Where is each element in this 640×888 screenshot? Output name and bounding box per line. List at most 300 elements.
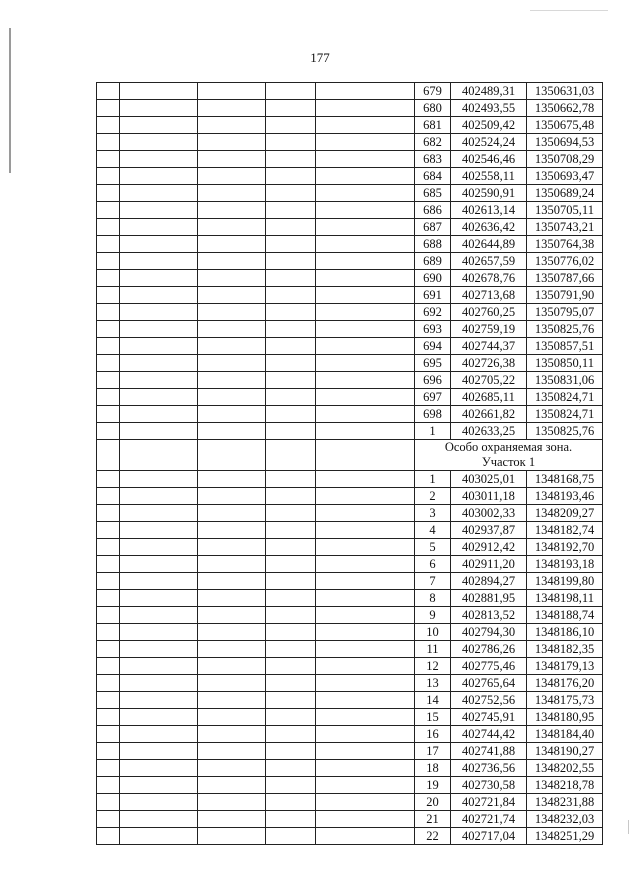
y-coordinate: 1348193,46: [527, 488, 603, 505]
point-number: 685: [415, 185, 451, 202]
blank-cell: [198, 743, 266, 760]
y-coordinate: 1350764,38: [527, 236, 603, 253]
x-coordinate: 402881,95: [451, 590, 527, 607]
blank-cell: [198, 287, 266, 304]
blank-cell: [266, 423, 316, 440]
table-row: [97, 321, 603, 338]
point-number: 687: [415, 219, 451, 236]
blank-cell: [120, 117, 198, 134]
blank-cell: [266, 117, 316, 134]
y-coordinate: 1350662,78: [527, 100, 603, 117]
blank-cell: [266, 573, 316, 590]
point-number: 17: [415, 743, 451, 760]
point-number: 3: [415, 505, 451, 522]
y-coordinate: 1348199,80: [527, 573, 603, 590]
point-number: 18: [415, 760, 451, 777]
blank-cell: [266, 522, 316, 539]
blank-cell: [316, 236, 415, 253]
y-coordinate: 1350743,21: [527, 219, 603, 236]
table-row: [97, 270, 603, 287]
blank-cell: [316, 624, 415, 641]
blank-cell: [97, 287, 120, 304]
blank-cell: [316, 505, 415, 522]
blank-cell: [120, 505, 198, 522]
y-coordinate: 1348190,27: [527, 743, 603, 760]
blank-cell: [198, 828, 266, 845]
y-coordinate: 1348188,74: [527, 607, 603, 624]
blank-cell: [97, 743, 120, 760]
blank-cell: [198, 709, 266, 726]
y-coordinate: 1350708,29: [527, 151, 603, 168]
point-number: 22: [415, 828, 451, 845]
blank-cell: [97, 253, 120, 270]
point-number: 8: [415, 590, 451, 607]
y-coordinate: 1348193,18: [527, 556, 603, 573]
blank-cell: [266, 304, 316, 321]
point-number: 6: [415, 556, 451, 573]
blank-cell: [120, 471, 198, 488]
blank-cell: [316, 423, 415, 440]
blank-cell: [198, 270, 266, 287]
blank-cell: [97, 675, 120, 692]
blank-cell: [198, 505, 266, 522]
blank-cell: [198, 726, 266, 743]
blank-cell: [97, 760, 120, 777]
blank-cell: [120, 168, 198, 185]
table-row: [97, 117, 603, 134]
blank-cell: [97, 440, 120, 471]
point-number: 19: [415, 777, 451, 794]
point-number: 682: [415, 134, 451, 151]
point-number: 2: [415, 488, 451, 505]
y-coordinate: 1350824,71: [527, 389, 603, 406]
blank-cell: [198, 372, 266, 389]
x-coordinate: 402745,91: [451, 709, 527, 726]
coordinates-table: [96, 82, 603, 845]
x-coordinate: 402613,14: [451, 202, 527, 219]
x-coordinate: 402657,59: [451, 253, 527, 270]
y-coordinate: 1350776,02: [527, 253, 603, 270]
table-row: [97, 539, 603, 556]
table-row: [97, 709, 603, 726]
x-coordinate: 402730,58: [451, 777, 527, 794]
point-number: 9: [415, 607, 451, 624]
section-header-row: [97, 440, 603, 471]
blank-cell: [97, 151, 120, 168]
blank-cell: [120, 539, 198, 556]
point-number: 683: [415, 151, 451, 168]
blank-cell: [120, 253, 198, 270]
x-coordinate: 402713,68: [451, 287, 527, 304]
blank-cell: [266, 828, 316, 845]
y-coordinate: 1348168,75: [527, 471, 603, 488]
table-row: [97, 423, 603, 440]
blank-cell: [266, 505, 316, 522]
blank-cell: [97, 270, 120, 287]
blank-cell: [198, 556, 266, 573]
point-number: 695: [415, 355, 451, 372]
blank-cell: [97, 185, 120, 202]
blank-cell: [198, 219, 266, 236]
blank-cell: [266, 590, 316, 607]
blank-cell: [316, 590, 415, 607]
blank-cell: [316, 219, 415, 236]
x-coordinate: 402765,64: [451, 675, 527, 692]
x-coordinate: 402489,31: [451, 83, 527, 100]
blank-cell: [316, 556, 415, 573]
blank-cell: [120, 185, 198, 202]
point-number: 692: [415, 304, 451, 321]
y-coordinate: 1350705,11: [527, 202, 603, 219]
blank-cell: [198, 338, 266, 355]
blank-cell: [198, 777, 266, 794]
blank-cell: [198, 692, 266, 709]
blank-cell: [316, 522, 415, 539]
x-coordinate: 402741,88: [451, 743, 527, 760]
blank-cell: [198, 83, 266, 100]
blank-cell: [316, 488, 415, 505]
blank-cell: [97, 624, 120, 641]
x-coordinate: 402760,25: [451, 304, 527, 321]
table-row: [97, 777, 603, 794]
blank-cell: [266, 624, 316, 641]
table-row: [97, 372, 603, 389]
blank-cell: [266, 709, 316, 726]
table-row: [97, 658, 603, 675]
x-coordinate: 402636,42: [451, 219, 527, 236]
table-row: [97, 607, 603, 624]
blank-cell: [120, 624, 198, 641]
blank-cell: [316, 794, 415, 811]
blank-cell: [120, 83, 198, 100]
y-coordinate: 1348180,95: [527, 709, 603, 726]
blank-cell: [198, 522, 266, 539]
blank-cell: [316, 202, 415, 219]
x-coordinate: 402524,24: [451, 134, 527, 151]
blank-cell: [316, 641, 415, 658]
x-coordinate: 402794,30: [451, 624, 527, 641]
scan-margin-mark: [9, 28, 11, 173]
blank-cell: [120, 607, 198, 624]
point-number: 15: [415, 709, 451, 726]
blank-cell: [97, 304, 120, 321]
x-coordinate: 402721,84: [451, 794, 527, 811]
blank-cell: [97, 100, 120, 117]
x-coordinate: 402721,74: [451, 811, 527, 828]
blank-cell: [266, 270, 316, 287]
blank-cell: [120, 389, 198, 406]
x-coordinate: 402744,37: [451, 338, 527, 355]
blank-cell: [316, 185, 415, 202]
y-coordinate: 1348232,03: [527, 811, 603, 828]
blank-cell: [120, 692, 198, 709]
point-number: 13: [415, 675, 451, 692]
table-row: [97, 185, 603, 202]
blank-cell: [97, 471, 120, 488]
y-coordinate: 1348209,27: [527, 505, 603, 522]
x-coordinate: 402775,46: [451, 658, 527, 675]
table-row: [97, 675, 603, 692]
point-number: 11: [415, 641, 451, 658]
blank-cell: [198, 641, 266, 658]
blank-cell: [97, 168, 120, 185]
blank-cell: [266, 219, 316, 236]
blank-cell: [198, 488, 266, 505]
table-row: [97, 100, 603, 117]
x-coordinate: 402678,76: [451, 270, 527, 287]
blank-cell: [97, 590, 120, 607]
blank-cell: [316, 692, 415, 709]
section-title-line2: Участок 1: [481, 455, 536, 469]
blank-cell: [120, 488, 198, 505]
blank-cell: [266, 794, 316, 811]
blank-cell: [198, 607, 266, 624]
table-row: [97, 743, 603, 760]
blank-cell: [316, 828, 415, 845]
blank-cell: [266, 321, 316, 338]
table-row: [97, 590, 603, 607]
y-coordinate: 1350857,51: [527, 338, 603, 355]
blank-cell: [266, 692, 316, 709]
blank-cell: [316, 811, 415, 828]
point-number: 680: [415, 100, 451, 117]
blank-cell: [97, 83, 120, 100]
blank-cell: [266, 760, 316, 777]
blank-cell: [266, 151, 316, 168]
blank-cell: [97, 726, 120, 743]
y-coordinate: 1348218,78: [527, 777, 603, 794]
x-coordinate: 402717,04: [451, 828, 527, 845]
table-row: [97, 304, 603, 321]
point-number: 698: [415, 406, 451, 423]
point-number: 10: [415, 624, 451, 641]
blank-cell: [316, 777, 415, 794]
blank-cell: [316, 304, 415, 321]
blank-cell: [97, 134, 120, 151]
blank-cell: [266, 372, 316, 389]
table-row: [97, 236, 603, 253]
y-coordinate: 1350791,90: [527, 287, 603, 304]
blank-cell: [120, 811, 198, 828]
blank-cell: [316, 539, 415, 556]
blank-cell: [316, 372, 415, 389]
point-number: 696: [415, 372, 451, 389]
y-coordinate: 1348176,20: [527, 675, 603, 692]
table-row: [97, 471, 603, 488]
blank-cell: [316, 440, 415, 471]
table-row: [97, 219, 603, 236]
blank-cell: [198, 134, 266, 151]
x-coordinate: 402911,20: [451, 556, 527, 573]
point-number: 679: [415, 83, 451, 100]
blank-cell: [266, 253, 316, 270]
blank-cell: [120, 423, 198, 440]
blank-cell: [198, 304, 266, 321]
blank-cell: [97, 202, 120, 219]
y-coordinate: 1348179,13: [527, 658, 603, 675]
y-coordinate: 1348182,35: [527, 641, 603, 658]
point-number: 4: [415, 522, 451, 539]
blank-cell: [198, 590, 266, 607]
y-coordinate: 1350689,24: [527, 185, 603, 202]
blank-cell: [266, 471, 316, 488]
blank-cell: [316, 726, 415, 743]
x-coordinate: 402736,56: [451, 760, 527, 777]
blank-cell: [198, 117, 266, 134]
blank-cell: [198, 811, 266, 828]
y-coordinate: 1348192,70: [527, 539, 603, 556]
page-number: 177: [310, 50, 330, 65]
table-row: [97, 355, 603, 372]
point-number: 693: [415, 321, 451, 338]
blank-cell: [198, 151, 266, 168]
blank-cell: [120, 709, 198, 726]
table-row: [97, 406, 603, 423]
blank-cell: [198, 658, 266, 675]
blank-cell: [97, 338, 120, 355]
blank-cell: [266, 338, 316, 355]
blank-cell: [97, 692, 120, 709]
blank-cell: [198, 321, 266, 338]
blank-cell: [316, 270, 415, 287]
blank-cell: [120, 573, 198, 590]
blank-cell: [266, 811, 316, 828]
blank-cell: [120, 828, 198, 845]
blank-cell: [266, 607, 316, 624]
point-number: 681: [415, 117, 451, 134]
table-row: [97, 760, 603, 777]
table-row: [97, 811, 603, 828]
blank-cell: [97, 505, 120, 522]
y-coordinate: 1350850,11: [527, 355, 603, 372]
x-coordinate: 402685,11: [451, 389, 527, 406]
point-number: 690: [415, 270, 451, 287]
blank-cell: [120, 287, 198, 304]
blank-cell: [120, 151, 198, 168]
blank-cell: [266, 202, 316, 219]
blank-cell: [120, 794, 198, 811]
blank-cell: [97, 641, 120, 658]
y-coordinate: 1348202,55: [527, 760, 603, 777]
y-coordinate: 1348182,74: [527, 522, 603, 539]
blank-cell: [316, 338, 415, 355]
blank-cell: [120, 202, 198, 219]
blank-cell: [97, 406, 120, 423]
point-number: 12: [415, 658, 451, 675]
blank-cell: [316, 471, 415, 488]
y-coordinate: 1350824,71: [527, 406, 603, 423]
y-coordinate: 1350787,66: [527, 270, 603, 287]
point-number: 14: [415, 692, 451, 709]
table-row: [97, 505, 603, 522]
table-row: [97, 83, 603, 100]
blank-cell: [120, 406, 198, 423]
point-number: 694: [415, 338, 451, 355]
x-coordinate: 403002,33: [451, 505, 527, 522]
blank-cell: [97, 355, 120, 372]
blank-cell: [120, 675, 198, 692]
scan-edge-line: [530, 10, 608, 11]
blank-cell: [266, 83, 316, 100]
table-row: [97, 168, 603, 185]
y-coordinate: 1348251,29: [527, 828, 603, 845]
blank-cell: [120, 641, 198, 658]
blank-cell: [198, 202, 266, 219]
y-coordinate: 1350694,53: [527, 134, 603, 151]
section-title-line1: Особо охраняемая зона.: [444, 440, 573, 454]
blank-cell: [120, 219, 198, 236]
point-number: 1: [415, 471, 451, 488]
blank-cell: [266, 389, 316, 406]
x-coordinate: 403025,01: [451, 471, 527, 488]
table-row: [97, 134, 603, 151]
y-coordinate: 1350631,03: [527, 83, 603, 100]
blank-cell: [316, 100, 415, 117]
blank-cell: [198, 236, 266, 253]
table-row: [97, 794, 603, 811]
blank-cell: [266, 658, 316, 675]
blank-cell: [198, 760, 266, 777]
blank-cell: [316, 607, 415, 624]
x-coordinate: 402509,42: [451, 117, 527, 134]
blank-cell: [97, 236, 120, 253]
blank-cell: [97, 372, 120, 389]
blank-cell: [198, 440, 266, 471]
blank-cell: [198, 624, 266, 641]
blank-cell: [97, 794, 120, 811]
table-row: [97, 692, 603, 709]
blank-cell: [120, 743, 198, 760]
blank-cell: [266, 406, 316, 423]
x-coordinate: 402726,38: [451, 355, 527, 372]
blank-cell: [198, 100, 266, 117]
x-coordinate: 402813,52: [451, 607, 527, 624]
blank-cell: [120, 321, 198, 338]
y-coordinate: 1348198,11: [527, 590, 603, 607]
blank-cell: [266, 287, 316, 304]
blank-cell: [316, 321, 415, 338]
x-coordinate: 402752,56: [451, 692, 527, 709]
blank-cell: [266, 168, 316, 185]
point-number: 689: [415, 253, 451, 270]
point-number: 20: [415, 794, 451, 811]
blank-cell: [120, 777, 198, 794]
blank-cell: [198, 539, 266, 556]
blank-cell: [120, 556, 198, 573]
blank-cell: [97, 607, 120, 624]
point-number: 21: [415, 811, 451, 828]
blank-cell: [266, 236, 316, 253]
blank-cell: [198, 573, 266, 590]
blank-cell: [97, 811, 120, 828]
blank-cell: [316, 117, 415, 134]
blank-cell: [198, 389, 266, 406]
blank-cell: [198, 355, 266, 372]
table-row: [97, 488, 603, 505]
blank-cell: [266, 743, 316, 760]
x-coordinate: 402661,82: [451, 406, 527, 423]
y-coordinate: 1348231,88: [527, 794, 603, 811]
blank-cell: [120, 372, 198, 389]
blank-cell: [266, 134, 316, 151]
blank-cell: [266, 641, 316, 658]
coordinates-table-bottom: [97, 471, 603, 845]
blank-cell: [120, 590, 198, 607]
table-row: [97, 287, 603, 304]
x-coordinate: 402644,89: [451, 236, 527, 253]
blank-cell: [120, 522, 198, 539]
y-coordinate: 1350693,47: [527, 168, 603, 185]
